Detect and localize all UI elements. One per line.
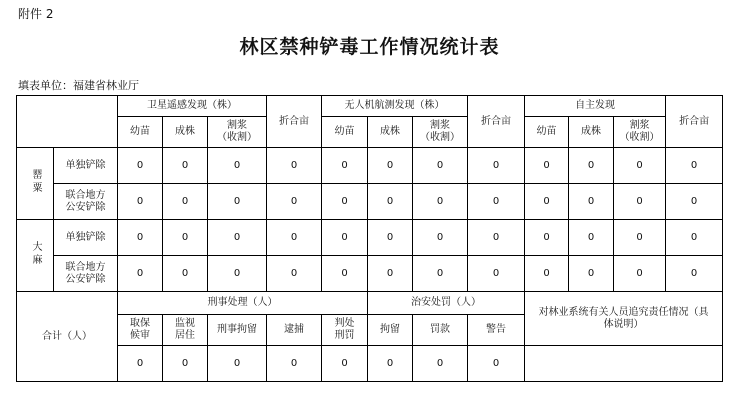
data-cell: 0: [163, 148, 208, 184]
corner-cell: [17, 96, 118, 148]
harvest-line2: （收割）: [619, 132, 660, 143]
data-cell: 0: [614, 256, 666, 292]
data-cell: 0: [163, 256, 208, 292]
data-cell: 0: [267, 148, 322, 184]
data-cell: 0: [118, 148, 163, 184]
harvest-header: [413, 117, 468, 148]
data-cell: 0: [525, 184, 569, 220]
data-cell: 0: [267, 184, 322, 220]
mature-plant-header: 成株: [569, 117, 614, 148]
security-header: 治安处罚（人）: [368, 292, 525, 315]
data-cell: 0: [267, 220, 322, 256]
data-cell: 0: [368, 220, 413, 256]
total-cell: 0: [208, 346, 267, 382]
harvest-header: [614, 117, 666, 148]
harvest-line1: 割浆: [227, 120, 247, 131]
data-cell: 0: [468, 256, 525, 292]
harvest-line1: 割浆: [629, 120, 650, 131]
group-header-satellite: 卫星遥感发现（株）: [118, 96, 267, 117]
data-cell: 0: [666, 184, 723, 220]
criminal-header: 刑事处理（人）: [118, 292, 368, 315]
data-cell: 0: [569, 148, 614, 184]
data-cell: 0: [163, 220, 208, 256]
row-label: 联合地方公安铲除: [54, 184, 118, 220]
data-cell: 0: [569, 184, 614, 220]
data-cell: 0: [118, 256, 163, 292]
data-cell: 0: [413, 220, 468, 256]
crop-label-poppy: 罂粟: [17, 148, 54, 220]
group-header-drone: 无人机航测发现（株）: [322, 96, 468, 117]
data-cell: 0: [569, 256, 614, 292]
data-cell: 0: [322, 220, 368, 256]
area-header: 折合亩: [468, 96, 525, 148]
harvest-line2: （收割）: [217, 132, 257, 143]
data-cell: 0: [163, 184, 208, 220]
accountability-value: [525, 346, 723, 382]
total-cell: 0: [267, 346, 322, 382]
data-cell: 0: [666, 256, 723, 292]
data-cell: 0: [322, 256, 368, 292]
data-cell: 0: [569, 220, 614, 256]
data-cell: 0: [118, 220, 163, 256]
data-cell: 0: [614, 148, 666, 184]
seedling-header: 幼苗: [525, 117, 569, 148]
security-col-warning: 警告: [468, 315, 525, 346]
data-cell: 0: [413, 148, 468, 184]
data-cell: 0: [413, 256, 468, 292]
row-label: 单独铲除: [54, 220, 118, 256]
mature-plant-header: 成株: [368, 117, 413, 148]
data-cell: 0: [118, 184, 163, 220]
criminal-col-arrest: 逮捕: [267, 315, 322, 346]
data-cell: 0: [413, 184, 468, 220]
total-cell: 0: [468, 346, 525, 382]
data-cell: 0: [525, 148, 569, 184]
row-label: 联合地方公安铲除: [54, 256, 118, 292]
harvest-line1: 割浆: [430, 120, 451, 131]
data-cell: 0: [322, 184, 368, 220]
total-cell: 0: [413, 346, 468, 382]
data-cell: 0: [208, 220, 267, 256]
area-header: 折合亩: [267, 96, 322, 148]
seedling-header: 幼苗: [118, 117, 163, 148]
data-cell: 0: [614, 220, 666, 256]
crop-label-cannabis: 大麻: [17, 220, 54, 292]
group-header-self: 自主发现: [525, 96, 666, 117]
data-cell: 0: [368, 148, 413, 184]
criminal-col-surveillance: 监视居住: [163, 315, 208, 346]
total-cell: 0: [322, 346, 368, 382]
data-cell: 0: [322, 148, 368, 184]
data-cell: 0: [666, 220, 723, 256]
data-cell: 0: [208, 148, 267, 184]
harvest-header: [208, 117, 267, 148]
total-cell: 0: [163, 346, 208, 382]
area-header: 折合亩: [666, 96, 723, 148]
harvest-line2: （收割）: [420, 132, 461, 143]
data-cell: 0: [368, 184, 413, 220]
total-label: 合计（人）: [17, 292, 118, 382]
criminal-col-sentence: 判处刑罚: [322, 315, 368, 346]
data-cell: 0: [208, 184, 267, 220]
criminal-col-detention: 刑事拘留: [208, 315, 267, 346]
data-cell: 0: [468, 184, 525, 220]
statistics-table: [16, 95, 723, 382]
security-col-detain: 拘留: [368, 315, 413, 346]
criminal-col-bail: 取保候审: [118, 315, 163, 346]
page-title: 林区禁种铲毒工作情况统计表: [239, 36, 500, 58]
data-cell: 0: [368, 256, 413, 292]
security-col-fine: 罚款: [413, 315, 468, 346]
total-cell: 0: [368, 346, 413, 382]
row-label: 单独铲除: [54, 148, 118, 184]
data-cell: 0: [525, 220, 569, 256]
data-cell: 0: [525, 256, 569, 292]
data-cell: 0: [208, 256, 267, 292]
accountability-header: 对林业系统有关人员追究责任情况（具体说明）: [525, 292, 723, 346]
mature-plant-header: 成株: [163, 117, 208, 148]
data-cell: 0: [468, 148, 525, 184]
seedling-header: 幼苗: [322, 117, 368, 148]
total-cell: 0: [118, 346, 163, 382]
data-cell: 0: [468, 220, 525, 256]
data-cell: 0: [614, 184, 666, 220]
reporting-unit: 填表单位：福建省林业厅: [18, 79, 139, 92]
data-cell: 0: [666, 148, 723, 184]
attachment-label: 附件 2: [18, 7, 54, 21]
data-cell: 0: [267, 256, 322, 292]
